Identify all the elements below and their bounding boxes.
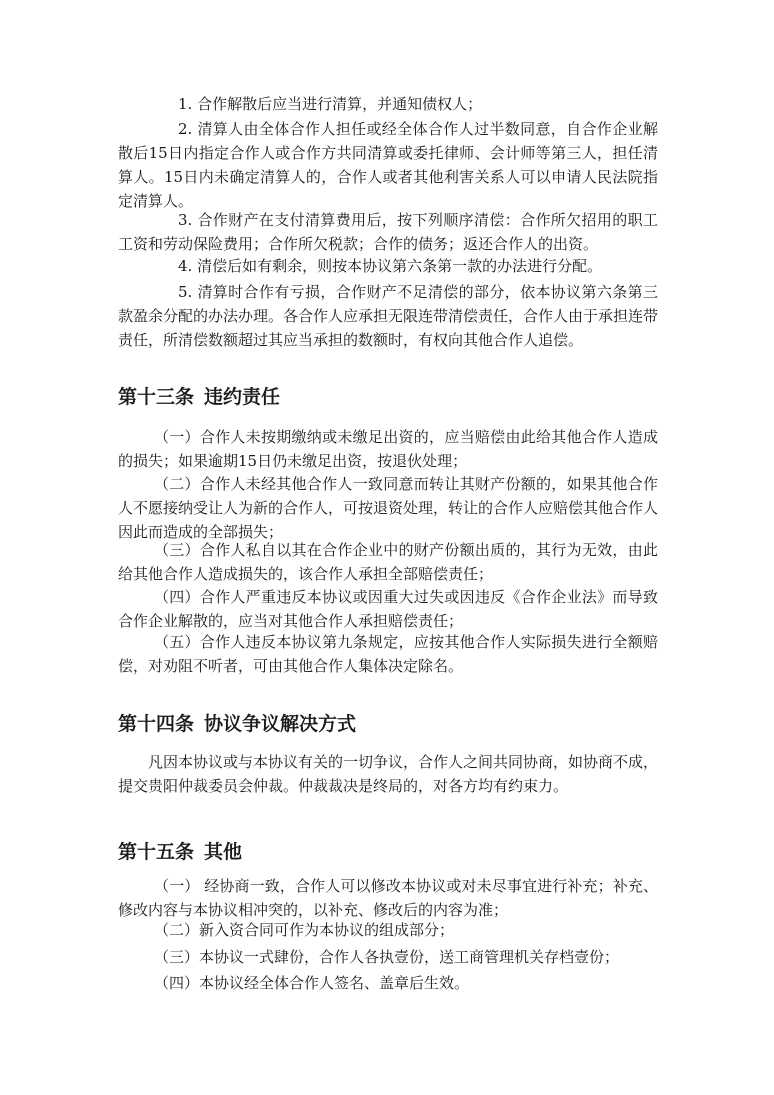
article-14-item-1: 凡因本协议或与本协议有关的一切争议，合作人之间共同协商，如协商不成，提交贵阳仲裁委员会仲裁。仲裁裁决是终局的，对各方均有约束力。: [118, 753, 659, 795]
liquidation-item-3: 3. 合作财产在支付清算费用后，按下列顺序清偿：合作所欠招用的职工工资和劳动保险费用；合作所欠税款；合作的债务；返还合作人的出资。: [118, 211, 658, 253]
article-15-title: 其他: [204, 841, 243, 863]
article-15-number: 第十五条: [118, 841, 195, 863]
article-15-item-2: （二）新入资合同可作为本协议的组成部分；: [154, 921, 455, 939]
article-13-item-2: （二）合作人未经其他合作人一致同意而转让其财产份额的，如果其他合作人不愿接纳受让人为新的合作人，可按退资处理，转让的合作人应赔偿其他合作人因此而造成的全部损失；: [118, 475, 659, 541]
liquidation-item-5: 5. 清算时合作有亏损，合作财产不足清偿的部分，依本协议第六条第三款盈余分配的办法办理。各合作人应承担无限连带清偿责任，合作人由于承担连带责任，所清偿数额超过其应当承担的数额时，有权向其他合作人追偿。: [118, 283, 659, 349]
article-13-title: 违约责任: [204, 386, 281, 408]
liquidation-item-2: 2. 清算人由全体合作人担任或经全体合作人过半数同意，自合作企业解散后15日内指定合作人或合作方共同清算或委托律师、会计师等第三人，担任清算人。15日内未确定清算人的，合作人或者其他利害关系人可以申请人民法院指定清算人。: [118, 120, 658, 210]
article-13-item-3: （三）合作人私自以其在合作企业中的财产份额出质的，其行为无效，由此给其他合作人造成损失的，该合作人承担全部赔偿责任；: [118, 541, 658, 583]
article-13-heading: [118, 385, 280, 409]
article-14-number: 第十四条: [118, 713, 195, 735]
liquidation-item-1: 1. 合作解散后应当进行清算，并通知债权人；: [178, 95, 483, 113]
article-13-item-4: （四）合作人严重违反本协议或因重大过失或因违反《合作企业法》而导致合作企业解散的，应当对其他合作人承担赔偿责任；: [118, 588, 658, 630]
article-14-heading: [118, 712, 356, 736]
liquidation-item-4: 4. 清偿后如有剩余，则按本协议第六条第一款的办法进行分配。: [178, 257, 603, 275]
article-15-item-1: （一） 经协商一致，合作人可以修改本协议或对未尽事宜进行补充；补充、修改内容与本协议相冲突的，以补充、修改后的内容为准；: [118, 877, 658, 919]
article-15-item-3: （三）本协议一式肆份，合作人各执壹份，送工商管理机关存档壹份；: [154, 948, 620, 966]
article-14-title: 协议争议解决方式: [204, 713, 357, 735]
article-13-number: 第十三条: [118, 386, 195, 408]
article-13-item-1: （一）合作人未按期缴纳或未缴足出资的，应当赔偿由此给其他合作人造成的损失；如果逾期15日仍未缴足出资，按退伙处理；: [118, 428, 658, 470]
article-13-item-5: （五）合作人违反本协议第九条规定，应按其他合作人实际损失进行全额赔偿，对劝阻不听者，可由其他合作人集体决定除名。: [118, 633, 658, 675]
article-15-item-4: （四）本协议经全体合作人签名、盖章后生效。: [154, 974, 470, 992]
article-15-heading: [118, 840, 242, 864]
